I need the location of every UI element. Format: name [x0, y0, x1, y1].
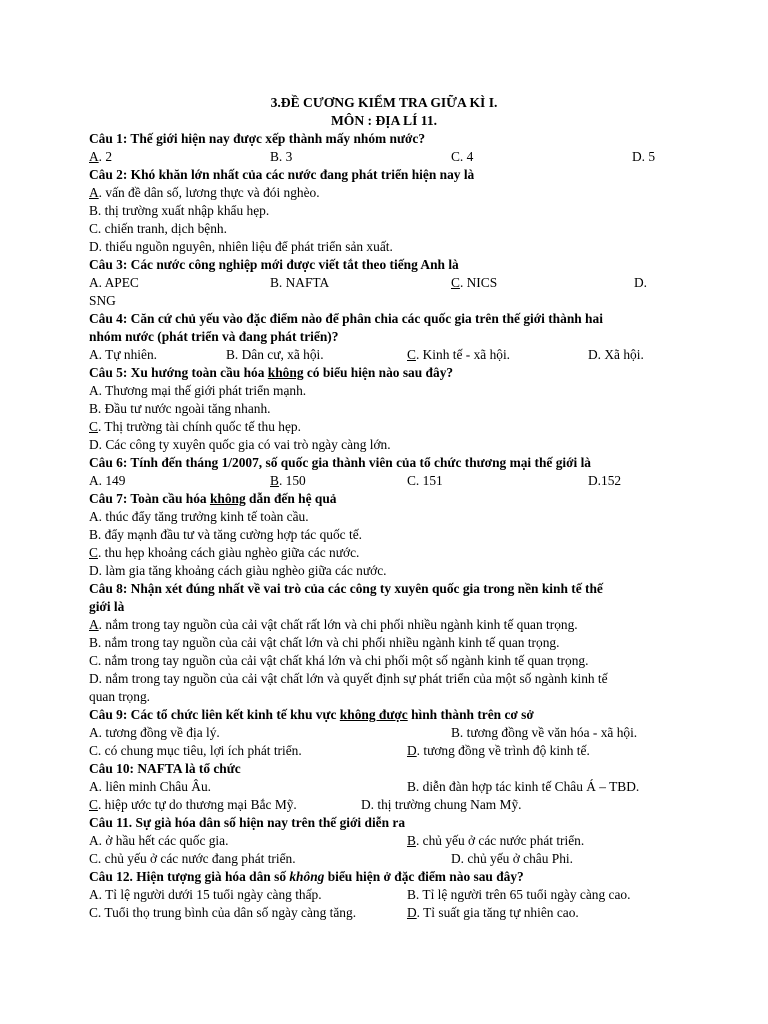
q5-option-b: B. Đầu tư nước ngoài tăng nhanh.: [89, 401, 271, 416]
q11-option-d: D. chủ yếu ở châu Phi.: [451, 851, 573, 866]
q3-option-c: C. NICS: [451, 275, 498, 290]
q8-option-b: B. nắm trong tay nguồn của cải vật chất lớn và chi phối nhiều ngành kinh tế quan trọng.: [89, 635, 560, 650]
q3-option-d: D.: [634, 275, 648, 290]
q1-option-d: D. 5: [632, 149, 656, 164]
q4-option-c: C. Kinh tế - xã hội.: [407, 347, 511, 362]
question-1: Câu 1: Thế giới hiện nay được xếp thành mấy nhóm nước?: [89, 131, 426, 146]
q12-option-b: B. Tỉ lệ người trên 65 tuổi ngày càng cao.: [407, 887, 631, 902]
q11-option-c: C. chủ yếu ở các nước đang phát triển.: [89, 851, 296, 866]
question-2: Câu 2: Khó khăn lớn nhất của các nước đang phát triển hiện nay là: [89, 167, 475, 182]
q5-option-d: D. Các công ty xuyên quốc gia có vai trò ngày càng lớn.: [89, 437, 391, 452]
q6-options: [89, 472, 679, 490]
question-7: Câu 7: Toàn cầu hóa không dẫn đến hệ quả: [89, 491, 337, 506]
q9-option-c: C. có chung mục tiêu, lợi ích phát triển.: [89, 743, 302, 758]
q6-option-d: D.152: [588, 473, 622, 488]
q9-option-b: B. tương đồng về văn hóa - xã hội.: [451, 725, 638, 740]
q7-option-a: A. thúc đẩy tăng trưởng kinh tế toàn cầu.: [89, 509, 309, 524]
q2-option-a: A. vấn đề dân số, lương thực và đói nghèo.: [89, 185, 320, 200]
q8-option-a: A. nắm trong tay nguồn của cải vật chất rất lớn và chi phối nhiều ngành kinh tế quan trọng.: [89, 617, 578, 632]
q4-option-b: B. Dân cư, xã hội.: [226, 347, 324, 362]
question-8-line-2: giới là: [89, 599, 125, 614]
question-5: Câu 5: Xu hướng toàn cầu hóa không có biểu hiện nào sau đây?: [89, 365, 454, 380]
q3-option-b: B. NAFTA: [270, 275, 330, 290]
q2-option-b: B. thị trường xuất nhập khẩu hẹp.: [89, 203, 270, 218]
q12-options-row-2: [89, 904, 679, 922]
q8-option-d-line-2: quan trọng.: [89, 689, 150, 704]
q12-option-d: D. Tỉ suất gia tăng tự nhiên cao.: [407, 905, 579, 920]
q8-option-c: C. nắm trong tay nguồn của cải vật chất khá lớn và chi phối một số ngành kinh tế quan trọng.: [89, 653, 589, 668]
q9-options-row-1: [89, 724, 679, 742]
q1-option-b: B. 3: [270, 149, 293, 164]
question-3: Câu 3: Các nước công nghiệp mới được viết tắt theo tiếng Anh là: [89, 257, 459, 272]
q3-option-d-continued: SNG: [89, 293, 116, 308]
q4-option-a: A. Tự nhiên.: [89, 347, 158, 362]
exam-outline: [89, 94, 679, 922]
title-line-2: MÔN : ĐỊA LÍ 11.: [330, 113, 438, 128]
q10-options-row-2: [89, 796, 679, 814]
q1-option-c: C. 4: [451, 149, 474, 164]
q1-options: [89, 148, 679, 166]
q4-option-d: D. Xã hội.: [588, 347, 644, 362]
question-6: Câu 6: Tính đến tháng 1/2007, số quốc gia thành viên của tổ chức thương mại thế giới là: [89, 455, 592, 470]
question-4-line-1: Câu 4: Căn cứ chủ yếu vào đặc điểm nào để phân chia các quốc gia trên thế giới thành hai: [89, 311, 603, 326]
q4-options: [89, 346, 679, 364]
q1-option-a: A. 2: [89, 149, 113, 164]
q2-option-d: D. thiếu nguồn nguyên, nhiên liệu để phát triển sản xuất.: [89, 239, 393, 254]
q10-option-d: D. thị trường chung Nam Mỹ.: [361, 797, 522, 812]
q7-option-d: D. làm gia tăng khoảng cách giàu nghèo giữa các nước.: [89, 563, 387, 578]
q9-options-row-2: [89, 742, 679, 760]
q3-options: [89, 274, 679, 292]
question-12: Câu 12. Hiện tượng già hóa dân số không biểu hiện ở đặc điểm nào sau đây?: [89, 869, 524, 884]
q11-options-row-2: [89, 850, 679, 868]
question-8-line-1: Câu 8: Nhận xét đúng nhất về vai trò của các công ty xuyên quốc gia trong nền kinh tế thế: [89, 581, 603, 596]
q10-option-c: C. hiệp ước tự do thương mại Bắc Mỹ.: [89, 797, 297, 812]
q11-option-a: A. ở hầu hết các quốc gia.: [89, 833, 229, 848]
q10-option-a: A. liên minh Châu Âu.: [89, 779, 211, 794]
q12-option-a: A. Tỉ lệ người dưới 15 tuổi ngày càng thấp.: [89, 887, 322, 902]
q7-option-c: C. thu hẹp khoảng cách giàu nghèo giữa các nước.: [89, 545, 360, 560]
question-10: Câu 10: NAFTA là tổ chức: [89, 761, 241, 776]
question-11: Câu 11. Sự già hóa dân số hiện nay trên thế giới diễn ra: [89, 815, 406, 830]
q9-option-a: A. tương đồng về địa lý.: [89, 725, 220, 740]
q6-option-c: C. 151: [407, 473, 443, 488]
q11-options-row-1: [89, 832, 679, 850]
q9-option-d: D. tương đồng về trình độ kinh tế.: [407, 743, 590, 758]
q10-option-b: B. diễn đàn hợp tác kinh tế Châu Á – TBD.: [407, 779, 640, 794]
title-line-1: 3.ĐỀ CƯƠNG KIỂM TRA GIỮA KÌ I.: [270, 95, 498, 110]
q6-option-a: A. 149: [89, 473, 126, 488]
q10-options-row-1: [89, 778, 679, 796]
q5-option-c: C. Thị trường tài chính quốc tế thu hẹp.: [89, 419, 301, 434]
q12-option-c: C. Tuổi thọ trung bình của dân số ngày càng tăng.: [89, 905, 357, 920]
q12-options-row-1: [89, 886, 679, 904]
q2-option-c: C. chiến tranh, dịch bệnh.: [89, 221, 227, 236]
q8-option-d-line-1: D. nắm trong tay nguồn của cải vật chất lớn và quyết định sự phát triển của một số ngành kinh tế: [89, 671, 608, 686]
q5-option-a: A. Thương mại thế giới phát triển mạnh.: [89, 383, 307, 398]
q3-option-a: A. APEC: [89, 275, 139, 290]
q6-option-b: B. 150: [270, 473, 306, 488]
question-4-line-2: nhóm nước (phát triển và đang phát triển)?: [89, 329, 339, 344]
q11-option-b: B. chủ yếu ở các nước phát triển.: [407, 833, 585, 848]
question-9: Câu 9: Các tổ chức liên kết kinh tế khu vực không được hình thành trên cơ sở: [89, 707, 534, 722]
q7-option-b: B. đẩy mạnh đầu tư và tăng cường hợp tác quốc tế.: [89, 527, 362, 542]
